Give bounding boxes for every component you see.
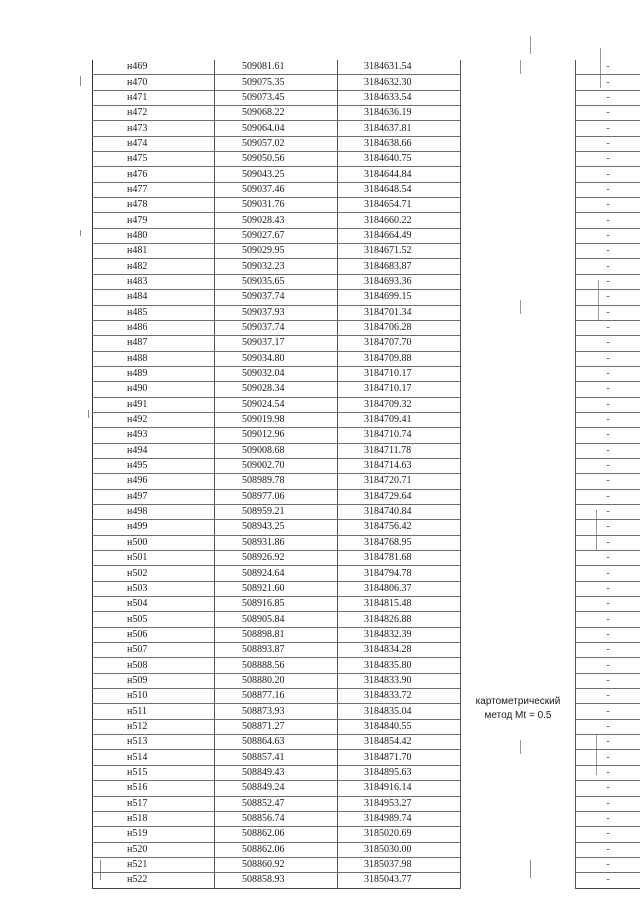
point-name-cell: н480 <box>93 228 215 243</box>
accuracy-cell: - <box>576 259 640 274</box>
point-name-cell: н486 <box>93 320 215 335</box>
point-name-cell: н498 <box>93 504 215 519</box>
y-coordinate-cell: 3184815.48 <box>338 597 461 612</box>
accuracy-cell: - <box>576 228 640 243</box>
accuracy-cell: - <box>576 535 640 550</box>
accuracy-cell: - <box>576 597 640 612</box>
table-row <box>93 60 640 75</box>
accuracy-cell: - <box>576 336 640 351</box>
point-name-cell: н505 <box>93 612 215 627</box>
accuracy-cell: - <box>576 689 640 704</box>
y-coordinate-cell: 3184699.15 <box>338 290 461 305</box>
x-coordinate-cell: 508873.93 <box>215 704 338 719</box>
x-coordinate-cell: 508880.20 <box>215 673 338 688</box>
x-coordinate-cell: 509002.70 <box>215 458 338 473</box>
x-coordinate-cell: 509037.74 <box>215 290 338 305</box>
accuracy-cell: - <box>576 397 640 412</box>
y-coordinate-cell: 3184833.90 <box>338 673 461 688</box>
point-name-cell: н508 <box>93 658 215 673</box>
x-coordinate-cell: 509019.98 <box>215 412 338 427</box>
y-coordinate-cell: 3185020.69 <box>338 827 461 842</box>
accuracy-cell: - <box>576 551 640 566</box>
y-coordinate-cell: 3184707.70 <box>338 336 461 351</box>
x-coordinate-cell: 509043.25 <box>215 167 338 182</box>
point-name-cell: н479 <box>93 213 215 228</box>
accuracy-cell: - <box>576 213 640 228</box>
x-coordinate-cell: 509032.23 <box>215 259 338 274</box>
y-coordinate-cell: 3184833.72 <box>338 689 461 704</box>
x-coordinate-cell: 509073.45 <box>215 90 338 105</box>
accuracy-cell: - <box>576 796 640 811</box>
point-name-cell: н499 <box>93 520 215 535</box>
point-name-cell: н516 <box>93 781 215 796</box>
accuracy-cell: - <box>576 857 640 872</box>
x-coordinate-cell: 508921.60 <box>215 581 338 596</box>
x-coordinate-cell: 508959.21 <box>215 504 338 519</box>
x-coordinate-cell: 508888.56 <box>215 658 338 673</box>
accuracy-cell: - <box>576 458 640 473</box>
x-coordinate-cell: 508856.74 <box>215 811 338 826</box>
accuracy-cell: - <box>576 612 640 627</box>
x-coordinate-cell: 508858.93 <box>215 873 338 888</box>
y-coordinate-cell: 3184835.04 <box>338 704 461 719</box>
y-coordinate-cell: 3184631.54 <box>338 60 461 75</box>
accuracy-cell: - <box>576 643 640 658</box>
accuracy-cell: - <box>576 366 640 381</box>
x-coordinate-cell: 508849.43 <box>215 765 338 780</box>
point-name-cell: н471 <box>93 90 215 105</box>
x-coordinate-cell: 509057.02 <box>215 136 338 151</box>
accuracy-cell: - <box>576 765 640 780</box>
point-name-cell: н511 <box>93 704 215 719</box>
point-name-cell: н478 <box>93 198 215 213</box>
x-coordinate-cell: 509050.56 <box>215 152 338 167</box>
point-name-cell: н494 <box>93 443 215 458</box>
y-coordinate-cell: 3184989.74 <box>338 811 461 826</box>
y-coordinate-cell: 3185030.00 <box>338 842 461 857</box>
accuracy-cell: - <box>576 75 640 90</box>
y-coordinate-cell: 3184632.30 <box>338 75 461 90</box>
point-name-cell: н518 <box>93 811 215 826</box>
y-coordinate-cell: 3184794.78 <box>338 566 461 581</box>
x-coordinate-cell: 508977.06 <box>215 489 338 504</box>
point-name-cell: н473 <box>93 121 215 136</box>
accuracy-cell: - <box>576 811 640 826</box>
point-name-cell: н515 <box>93 765 215 780</box>
scan-mark <box>80 230 81 236</box>
point-name-cell: н519 <box>93 827 215 842</box>
x-coordinate-cell: 509027.67 <box>215 228 338 243</box>
accuracy-cell: - <box>576 842 640 857</box>
scan-mark <box>88 410 89 418</box>
point-name-cell: н484 <box>93 290 215 305</box>
point-name-cell: н497 <box>93 489 215 504</box>
point-name-cell: н490 <box>93 382 215 397</box>
x-coordinate-cell: 509075.35 <box>215 75 338 90</box>
accuracy-cell: - <box>576 673 640 688</box>
x-coordinate-cell: 508862.06 <box>215 827 338 842</box>
y-coordinate-cell: 3184709.41 <box>338 412 461 427</box>
y-coordinate-cell: 3184636.19 <box>338 106 461 121</box>
y-coordinate-cell: 3184671.52 <box>338 244 461 259</box>
x-coordinate-cell: 509031.76 <box>215 198 338 213</box>
y-coordinate-cell: 3184683.87 <box>338 259 461 274</box>
x-coordinate-cell: 508849.24 <box>215 781 338 796</box>
x-coordinate-cell: 508989.78 <box>215 474 338 489</box>
point-name-cell: н483 <box>93 274 215 289</box>
y-coordinate-cell: 3184720.71 <box>338 474 461 489</box>
x-coordinate-cell: 508924.64 <box>215 566 338 581</box>
accuracy-cell: - <box>576 152 640 167</box>
accuracy-cell: - <box>576 474 640 489</box>
y-coordinate-cell: 3184834.28 <box>338 643 461 658</box>
x-coordinate-cell: 509037.74 <box>215 320 338 335</box>
y-coordinate-cell: 3184840.55 <box>338 719 461 734</box>
x-coordinate-cell: 509024.54 <box>215 397 338 412</box>
y-coordinate-cell: 3184638.66 <box>338 136 461 151</box>
point-name-cell: н512 <box>93 719 215 734</box>
point-name-cell: н482 <box>93 259 215 274</box>
y-coordinate-cell: 3184706.28 <box>338 320 461 335</box>
x-coordinate-cell: 508905.84 <box>215 612 338 627</box>
accuracy-cell: - <box>576 627 640 642</box>
point-name-cell: н501 <box>93 551 215 566</box>
accuracy-cell: - <box>576 290 640 305</box>
accuracy-cell: - <box>576 566 640 581</box>
accuracy-cell: - <box>576 412 640 427</box>
y-coordinate-cell: 3184729.64 <box>338 489 461 504</box>
accuracy-cell: - <box>576 198 640 213</box>
point-name-cell: н472 <box>93 106 215 121</box>
accuracy-cell: - <box>576 382 640 397</box>
y-coordinate-cell: 3184916.14 <box>338 781 461 796</box>
y-coordinate-cell: 3184895.63 <box>338 765 461 780</box>
accuracy-cell: - <box>576 827 640 842</box>
y-coordinate-cell: 3184701.34 <box>338 305 461 320</box>
scan-mark <box>530 36 531 54</box>
accuracy-cell: - <box>576 735 640 750</box>
point-name-cell: н520 <box>93 842 215 857</box>
accuracy-cell: - <box>576 182 640 197</box>
y-coordinate-cell: 3184660.22 <box>338 213 461 228</box>
point-name-cell: н476 <box>93 167 215 182</box>
point-name-cell: н510 <box>93 689 215 704</box>
accuracy-cell: - <box>576 873 640 888</box>
point-name-cell: н477 <box>93 182 215 197</box>
accuracy-cell: - <box>576 320 640 335</box>
y-coordinate-cell: 3184711.78 <box>338 443 461 458</box>
point-name-cell: н507 <box>93 643 215 658</box>
point-name-cell: н487 <box>93 336 215 351</box>
y-coordinate-cell: 3184710.17 <box>338 382 461 397</box>
point-name-cell: н500 <box>93 535 215 550</box>
y-coordinate-cell: 3184826.88 <box>338 612 461 627</box>
point-name-cell: н503 <box>93 581 215 596</box>
accuracy-cell: - <box>576 658 640 673</box>
y-coordinate-cell: 3184644.84 <box>338 167 461 182</box>
accuracy-cell: - <box>576 274 640 289</box>
x-coordinate-cell: 508862.06 <box>215 842 338 857</box>
y-coordinate-cell: 3184756.42 <box>338 520 461 535</box>
y-coordinate-cell: 3184835.80 <box>338 658 461 673</box>
y-coordinate-cell: 3184637.81 <box>338 121 461 136</box>
y-coordinate-cell: 3184854.42 <box>338 735 461 750</box>
y-coordinate-cell: 3184640.75 <box>338 152 461 167</box>
scan-mark <box>80 76 81 86</box>
x-coordinate-cell: 509068.22 <box>215 106 338 121</box>
accuracy-cell: - <box>576 428 640 443</box>
accuracy-cell: - <box>576 351 640 366</box>
point-name-cell: н475 <box>93 152 215 167</box>
y-coordinate-cell: 3184806.37 <box>338 581 461 596</box>
y-coordinate-cell: 3185043.77 <box>338 873 461 888</box>
x-coordinate-cell: 509037.93 <box>215 305 338 320</box>
x-coordinate-cell: 508916.85 <box>215 597 338 612</box>
x-coordinate-cell: 508871.27 <box>215 719 338 734</box>
accuracy-cell: - <box>576 750 640 765</box>
x-coordinate-cell: 508898.81 <box>215 627 338 642</box>
point-name-cell: н496 <box>93 474 215 489</box>
point-name-cell: н474 <box>93 136 215 151</box>
y-coordinate-cell: 3184664.49 <box>338 228 461 243</box>
point-name-cell: н489 <box>93 366 215 381</box>
method-cell: картометрический метод Mt = 0.5 <box>461 60 576 888</box>
y-coordinate-cell: 3184633.54 <box>338 90 461 105</box>
x-coordinate-cell: 509028.34 <box>215 382 338 397</box>
point-name-cell: н509 <box>93 673 215 688</box>
point-name-cell: н502 <box>93 566 215 581</box>
x-coordinate-cell: 508864.63 <box>215 735 338 750</box>
point-name-cell: н495 <box>93 458 215 473</box>
x-coordinate-cell: 508860.92 <box>215 857 338 872</box>
y-coordinate-cell: 3184709.32 <box>338 397 461 412</box>
y-coordinate-cell: 3184710.74 <box>338 428 461 443</box>
accuracy-cell: - <box>576 504 640 519</box>
x-coordinate-cell: 508877.16 <box>215 689 338 704</box>
point-name-cell: н517 <box>93 796 215 811</box>
point-name-cell: н493 <box>93 428 215 443</box>
accuracy-cell: - <box>576 106 640 121</box>
x-coordinate-cell: 509029.95 <box>215 244 338 259</box>
x-coordinate-cell: 509028.43 <box>215 213 338 228</box>
coordinates-table <box>92 60 640 889</box>
point-name-cell: н488 <box>93 351 215 366</box>
x-coordinate-cell: 509032.04 <box>215 366 338 381</box>
x-coordinate-cell: 509012.96 <box>215 428 338 443</box>
point-name-cell: н470 <box>93 75 215 90</box>
accuracy-cell: - <box>576 244 640 259</box>
point-name-cell: н504 <box>93 597 215 612</box>
y-coordinate-cell: 3184710.17 <box>338 366 461 381</box>
x-coordinate-cell: 509037.46 <box>215 182 338 197</box>
y-coordinate-cell: 3184693.36 <box>338 274 461 289</box>
point-name-cell: н481 <box>93 244 215 259</box>
x-coordinate-cell: 509034.80 <box>215 351 338 366</box>
point-name-cell: н506 <box>93 627 215 642</box>
point-name-cell: н469 <box>93 60 215 75</box>
x-coordinate-cell: 508893.87 <box>215 643 338 658</box>
accuracy-cell: - <box>576 136 640 151</box>
accuracy-cell: - <box>576 443 640 458</box>
y-coordinate-cell: 3184832.39 <box>338 627 461 642</box>
y-coordinate-cell: 3184781.68 <box>338 551 461 566</box>
x-coordinate-cell: 509064.04 <box>215 121 338 136</box>
x-coordinate-cell: 509037.17 <box>215 336 338 351</box>
x-coordinate-cell: 509008.68 <box>215 443 338 458</box>
accuracy-cell: - <box>576 121 640 136</box>
point-name-cell: н513 <box>93 735 215 750</box>
x-coordinate-cell: 508926.92 <box>215 551 338 566</box>
x-coordinate-cell: 508943.25 <box>215 520 338 535</box>
x-coordinate-cell: 508852.47 <box>215 796 338 811</box>
x-coordinate-cell: 509081.61 <box>215 60 338 75</box>
accuracy-cell: - <box>576 90 640 105</box>
y-coordinate-cell: 3184768.95 <box>338 535 461 550</box>
y-coordinate-cell: 3184740.84 <box>338 504 461 519</box>
point-name-cell: н492 <box>93 412 215 427</box>
point-name-cell: н485 <box>93 305 215 320</box>
accuracy-cell: - <box>576 305 640 320</box>
accuracy-cell: - <box>576 704 640 719</box>
y-coordinate-cell: 3184953.27 <box>338 796 461 811</box>
y-coordinate-cell: 3184709.88 <box>338 351 461 366</box>
point-name-cell: н514 <box>93 750 215 765</box>
accuracy-cell: - <box>576 167 640 182</box>
point-name-cell: н522 <box>93 873 215 888</box>
y-coordinate-cell: 3184871.70 <box>338 750 461 765</box>
point-name-cell: н521 <box>93 857 215 872</box>
accuracy-cell: - <box>576 581 640 596</box>
accuracy-cell: - <box>576 520 640 535</box>
point-name-cell: н491 <box>93 397 215 412</box>
accuracy-cell: - <box>576 60 640 75</box>
accuracy-cell: - <box>576 719 640 734</box>
y-coordinate-cell: 3184714.63 <box>338 458 461 473</box>
x-coordinate-cell: 508931.86 <box>215 535 338 550</box>
y-coordinate-cell: 3185037.98 <box>338 857 461 872</box>
y-coordinate-cell: 3184654.71 <box>338 198 461 213</box>
accuracy-cell: - <box>576 489 640 504</box>
accuracy-cell: - <box>576 781 640 796</box>
x-coordinate-cell: 509035.65 <box>215 274 338 289</box>
x-coordinate-cell: 508857.41 <box>215 750 338 765</box>
y-coordinate-cell: 3184648.54 <box>338 182 461 197</box>
